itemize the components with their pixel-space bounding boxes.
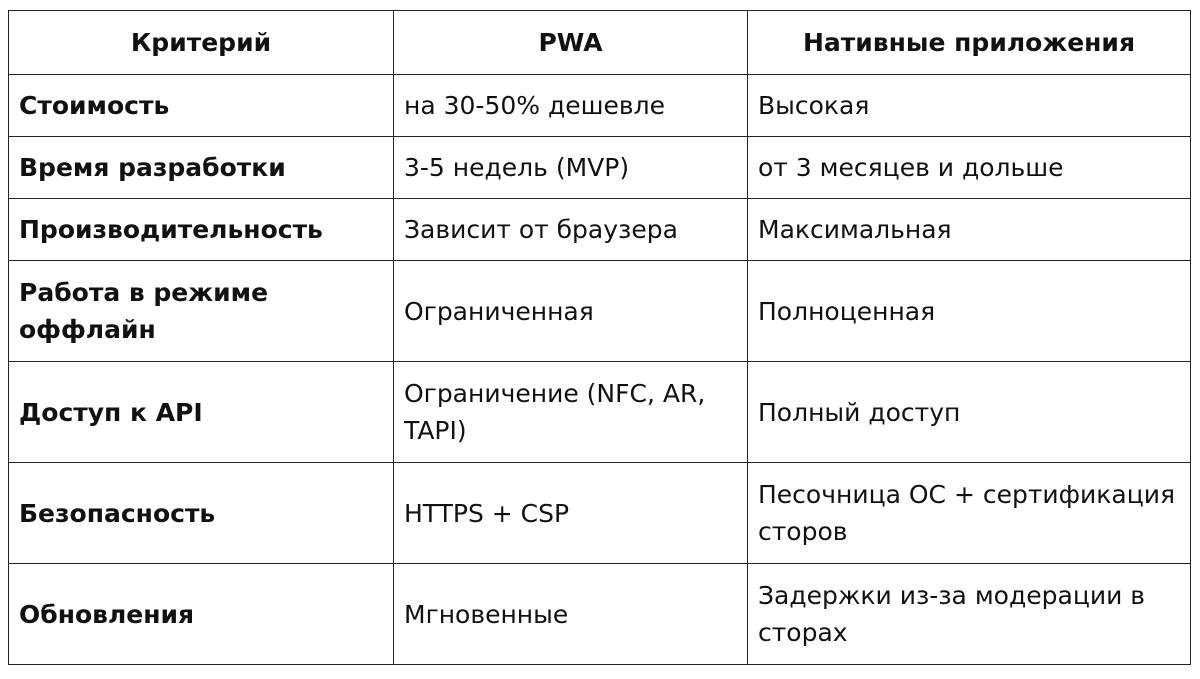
row-criterion: Время разработки [9, 137, 394, 199]
table-row [9, 463, 1191, 564]
row-criterion: Обновления [9, 564, 394, 665]
row-pwa-value: Ограничение (NFC, AR, TAPI) [394, 362, 748, 463]
comparison-table [8, 10, 1191, 665]
row-pwa-value: Мгновенные [394, 564, 748, 665]
row-pwa-value: Ограниченная [394, 261, 748, 362]
header-criterion: Критерий [9, 11, 394, 75]
table-row [9, 137, 1191, 199]
row-native-value: Полноценная [748, 261, 1191, 362]
row-native-value: от 3 месяцев и дольше [748, 137, 1191, 199]
row-pwa-value: HTTPS + CSP [394, 463, 748, 564]
row-native-value: Задержки из-за модерации в сторах [748, 564, 1191, 665]
table-row [9, 564, 1191, 665]
comparison-table-container [8, 10, 1190, 674]
row-pwa-value: на 30-50% дешевле [394, 75, 748, 137]
table-row [9, 261, 1191, 362]
table-row [9, 362, 1191, 463]
row-native-value: Максимальная [748, 199, 1191, 261]
row-criterion: Доступ к API [9, 362, 394, 463]
header-pwa: PWA [394, 11, 748, 75]
header-native-apps: Нативные приложения [748, 11, 1191, 75]
row-criterion: Работа в режиме оффлайн [9, 261, 394, 362]
row-pwa-value: 3-5 недель (MVP) [394, 137, 748, 199]
row-criterion: Производительность [9, 199, 394, 261]
row-criterion: Безопасность [9, 463, 394, 564]
row-native-value: Высокая [748, 75, 1191, 137]
table-row [9, 199, 1191, 261]
row-native-value: Песочница ОС + сертификация сторов [748, 463, 1191, 564]
row-native-value: Полный доступ [748, 362, 1191, 463]
table-row [9, 75, 1191, 137]
row-pwa-value: Зависит от браузера [394, 199, 748, 261]
table-header-row [9, 11, 1191, 75]
row-criterion: Стоимость [9, 75, 394, 137]
